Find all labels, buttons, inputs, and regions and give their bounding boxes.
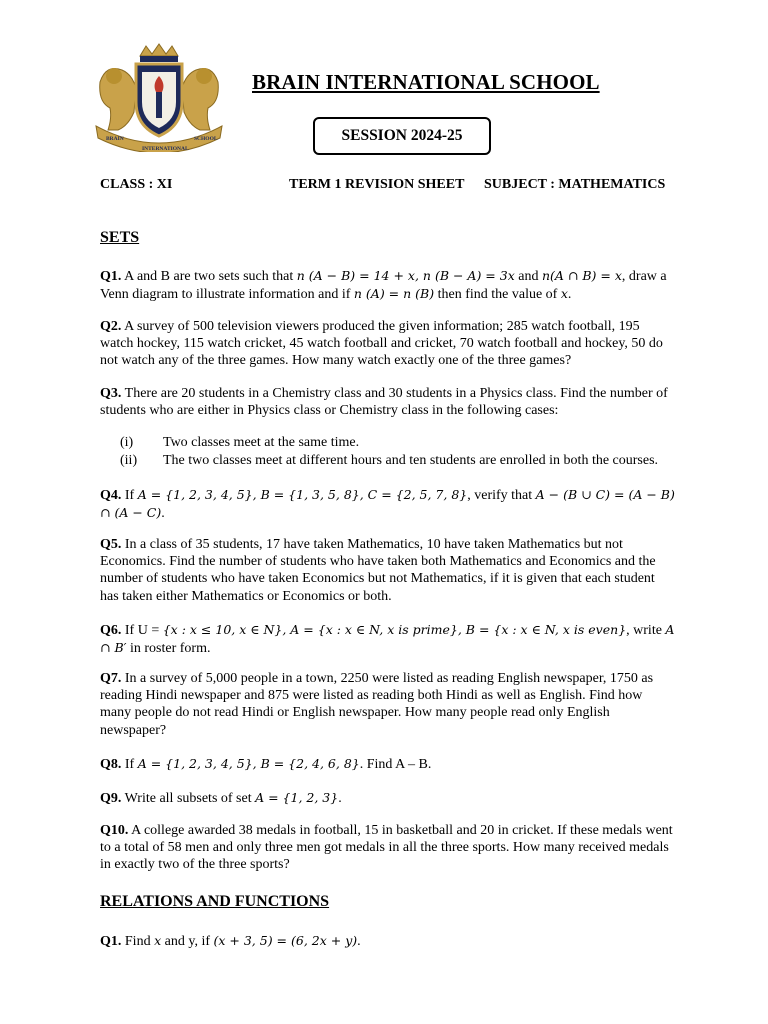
question-relations-q1: Q1. Find x and y, if (x + 3, 5) = (6, 2x + y). xyxy=(100,933,361,949)
question-sets-q7: Q7. In a survey of 5,000 people in a town, 2250 were listed as reading English newspaper, 1750 as reading Hindi newspaper and 875 were listed as reading both Hindi as well as English. Find how many people do not read Hindi or English newspaper. How many people read only English newspaper? xyxy=(100,671,654,738)
question-number: Q5. xyxy=(100,537,122,552)
session-box xyxy=(313,117,491,155)
question-number: Q1. xyxy=(100,269,122,284)
question-number: Q9. xyxy=(100,791,122,806)
session-label: SESSION 2024-25 xyxy=(341,127,463,144)
question-sets-q1: Q1. A and B are two sets such that n (A − B) = 14 + x, n (B − A) = 3x and n(A ∩ B) = x, draw a Venn diagram to illustrate information and if n (A) = n (B) then find the value of x. xyxy=(100,268,667,303)
question-number: Q10. xyxy=(100,823,129,838)
question-number: Q2. xyxy=(100,319,122,334)
question-sets-q4: Q4. If A = {1, 2, 3, 4, 5}, B = {1, 3, 5, 8}, C = {2, 5, 7, 8}, verify that A − (B ∪ C) = (A − B) ∩ (A − C). xyxy=(100,487,675,522)
question-sets-q10: Q10. A college awarded 38 medals in football, 15 in basketball and 20 in cricket. If these medals went to a total of 58 men and only three men got medals in all the three sports. How many received medals in exactly two of the three sports? xyxy=(100,823,673,873)
school-name: BRAIN INTERNATIONAL SCHOOL xyxy=(252,70,600,94)
question-sets-q3-case-i: (i) Two classes meet at the same time. xyxy=(120,435,360,450)
question-number: Q7. xyxy=(100,671,122,686)
question-sets-q3-case-ii: (ii) The two classes meet at different hours and ten students are enrolled in both the courses. xyxy=(120,453,659,468)
logo-text-international: INTERNATIONAL xyxy=(142,146,189,152)
class-label: CLASS : XI xyxy=(100,177,173,192)
question-sets-q9: Q9. Write all subsets of set A = {1, 2, 3}. xyxy=(100,790,342,806)
section-heading-relations-functions: RELATIONS AND FUNCTIONS xyxy=(100,893,330,910)
section-heading-sets: SETS xyxy=(100,229,140,246)
question-sets-q3: Q3. There are 20 students in a Chemistry class and 30 students in a Physics class. Find the number of students who are either in Physics class or Chemistry class in the following cases: xyxy=(100,386,668,419)
question-sets-q5: Q5. In a class of 35 students, 17 have taken Mathematics, 10 have taken Mathematics but not Economics. Find the number of students who have taken both Mathematics and Economics and the number of students who have taken Economics but not Mathematics, if it is given that each student has taken either Mathematics or Economics or both. xyxy=(100,537,656,604)
subject-label: SUBJECT : MATHEMATICS xyxy=(484,177,666,192)
question-number: Q4. xyxy=(100,488,122,503)
term-label: TERM 1 REVISION SHEET xyxy=(289,177,465,192)
question-sets-q2: Q2. A survey of 500 television viewers produced the given information; 285 watch football, 195 watch hockey, 115 watch cricket, 45 watch football and cricket, 70 watch football and hockey, 50 do not watch any of the three games. How many watch exactly one of the three games? xyxy=(100,319,663,369)
logo-text-school: SCHOOL xyxy=(194,136,218,142)
question-sets-q6: Q6. If U = {x : x ≤ 10, x ∈ N}, A = {x : x ∈ N, x is prime}, B = {x : x ∈ N, x is even}, write A ∩ B′ in roster form. xyxy=(100,622,675,657)
question-number: Q1. xyxy=(100,934,122,949)
school-crest-logo xyxy=(92,42,226,152)
question-number: Q3. xyxy=(100,386,122,401)
question-number: Q6. xyxy=(100,623,122,638)
question-number: Q8. xyxy=(100,757,122,772)
logo-text-brain: BRAIN xyxy=(106,136,124,142)
question-sets-q8: Q8. If A = {1, 2, 3, 4, 5}, B = {2, 4, 6, 8}. Find A – B. xyxy=(100,756,432,772)
